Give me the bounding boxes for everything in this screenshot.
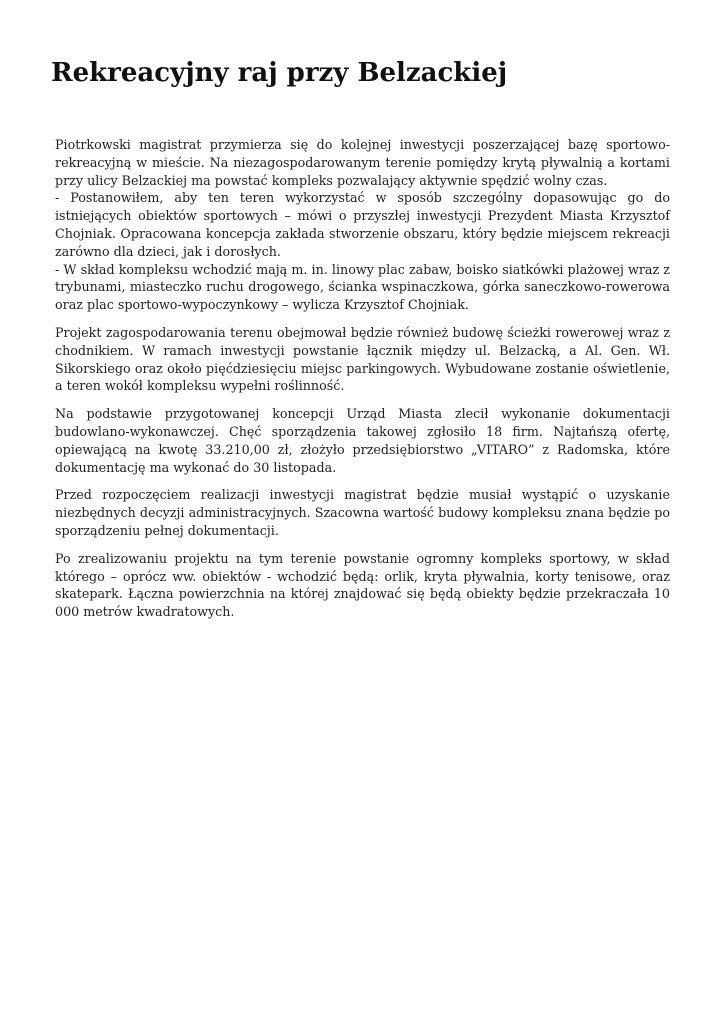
paragraph-project bbox=[55, 324, 670, 395]
intro-text: Piotrkowski magistrat przymierza się do kolejnej inwestycji poszerzającej bazę sportowo-rekreacyjną w mieście. Na niezagospodarowanym terenie pomiędzy krytą pływalnią a kortami przy ulicy Belzackiej ma powstać kompleks pozwalający aktywnie spędzić wolny czas. bbox=[55, 137, 670, 188]
article-title: Rekreacyjny raj przy Belzackiej bbox=[51, 58, 508, 88]
documentation-text: Na podstawie przygotowanej koncepcji Urząd Miasta zlecił wykonanie dokumentacji budowlano-wykonawczej. Chęć sporządzenia takowej zgłosiło 18 firm. Najtańszą ofertę, opiewającą na kwotę 33.210,00 zł, złożyło przedsiębiorstwo „VITARO” z Radomska, które dokumentację ma wykonać do 30 listopada. bbox=[55, 406, 670, 475]
paragraph-decisions bbox=[55, 486, 670, 539]
paragraph-summary bbox=[55, 550, 670, 621]
quote-president-2: - W skład kompleksu wchodzić mają m. in. linowy plac zabaw, boisko siatkówki plażowej wraz z trybunami, miasteczko ruchu drogowego, ścianka wspinaczkowa, górka saneczkowo-rowerowa oraz plac sportowo-wypoczynkowy – wylicza Krzysztof Chojniak. bbox=[55, 261, 670, 313]
decisions-text: Przed rozpoczęciem realizacji inwestycji magistrat będzie musiał wystąpić o uzyskanie niezbędnych decyzji administracyjnych. Szacowna wartość budowy kompleksu znana będzie po sporządzeniu pełnej dokumentacji. bbox=[55, 487, 670, 538]
quote-president-1: - Postanowiłem, aby ten teren wykorzystać w sposób szczególny dopasowując go do istniejących obiektów sportowych – mówi o przyszłej inwestycji Prezydent Miasta Krzysztof Chojniak. Opracowana koncepcja zakłada stworzenie obszaru, który będzie miejscem rekreacji zarówno dla dzieci, jak i dorosłych. bbox=[55, 190, 670, 259]
project-text: Projekt zagospodarowania terenu obejmował będzie również budowę ścieżki rowerowej wraz z chodnikiem. W ramach inwestycji powstanie łącznik między ul. Belzacką, a Al. Gen. Wł. Sikorskiego oraz około pięćdziesięciu miejsc parkingowych. Wybudowane zostanie oświetlenie, a teren wokół kompleksu wypełni roślinność. bbox=[55, 324, 670, 394]
paragraph-documentation bbox=[55, 405, 670, 476]
paragraph-intro bbox=[55, 136, 670, 314]
summary-text: Po zrealizowaniu projektu na tym terenie powstanie ogromny kompleks sportowy, w skład którego – oprócz ww. obiektów - wchodzić będą: orlik, kryta pływalnia, korty tenisowe, oraz skatepark. Łączna powierzchnia na której znajdować się będą obiekty będzie przekraczała 10 000 metrów kwadratowych. bbox=[55, 550, 670, 620]
article-body bbox=[55, 136, 670, 631]
